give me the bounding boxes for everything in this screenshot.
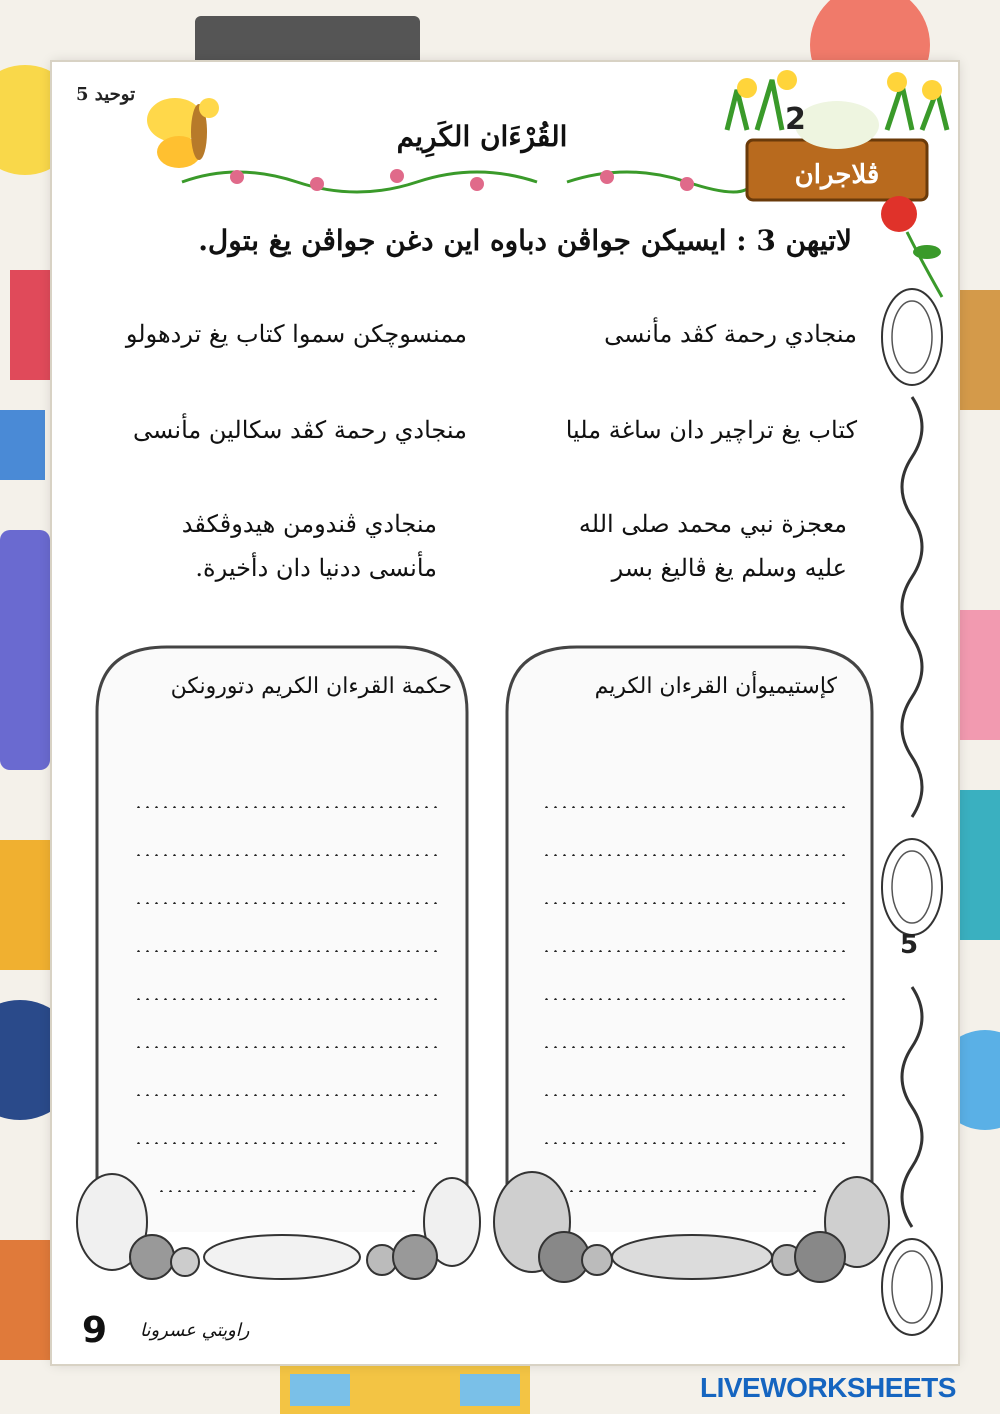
word-option-5[interactable]: معجزة نبي محمد صلى الله عليه وسلم يغ ڤاليغ بسر xyxy=(578,510,847,582)
answer-line[interactable] xyxy=(542,806,847,808)
lesson-number: 2 xyxy=(785,102,806,137)
word-option-3[interactable]: كتاب يغ تراچير دان ساغة مليا xyxy=(565,416,857,444)
word-option-4[interactable]: منجادي رحمة كڤد سكالين مأنسى xyxy=(133,416,467,444)
answer-line[interactable] xyxy=(134,902,439,904)
calligraphy-border xyxy=(877,287,947,1387)
answer-line[interactable] xyxy=(134,998,439,1000)
answer-line[interactable] xyxy=(567,1190,822,1192)
lesson-label: ڤلاجران xyxy=(794,160,880,190)
answer-line[interactable] xyxy=(542,902,847,904)
word-option-1[interactable]: منجادي رحمة كڤد مأنسى xyxy=(604,320,857,348)
answer-line[interactable] xyxy=(542,998,847,1000)
answer-line[interactable] xyxy=(134,1142,439,1144)
word-option-6[interactable]: منجادي ڤندومن هيدوڤكڤد مأنسى ددنيا دان دأخيرة. xyxy=(181,510,437,582)
side-border-number: 5 xyxy=(900,930,919,960)
answer-line[interactable] xyxy=(134,950,439,952)
box-title-features: كإستيميوأن القرءان الكريم xyxy=(594,674,837,699)
answer-line[interactable] xyxy=(542,854,847,856)
page-title: القُرْءَان الكَرِيم xyxy=(396,120,568,153)
answer-line[interactable] xyxy=(542,1046,847,1048)
instruction-text: لاتيهن 3 : ايسيكن جواڤن دباوه اين دغن جواڤن يغ بتول. xyxy=(198,224,852,257)
page-number: 9 xyxy=(82,1310,108,1351)
answer-line[interactable] xyxy=(134,1046,439,1048)
unit-label: توحيد 5 xyxy=(76,84,136,105)
answer-line[interactable] xyxy=(134,854,439,856)
answer-box-frames xyxy=(52,632,958,1292)
box-title-wisdom: حكمة القرءان الكريم دتورونكن xyxy=(170,674,452,699)
word-option-2[interactable]: ممنسوچکن سموا كتاب يغ تردهولو xyxy=(125,320,467,348)
answer-line[interactable] xyxy=(157,1190,417,1192)
author-name: راويتي عسرونا xyxy=(140,1320,250,1341)
floral-divider-icon xyxy=(177,162,757,202)
worksheet-page xyxy=(52,62,958,1364)
answer-line[interactable] xyxy=(134,806,439,808)
answer-line[interactable] xyxy=(542,1142,847,1144)
rose-icon xyxy=(867,192,947,302)
answer-line[interactable] xyxy=(542,1094,847,1096)
answer-line[interactable] xyxy=(542,950,847,952)
watermark-logo: LIVEWORKSHEETS xyxy=(700,1372,956,1403)
answer-line[interactable] xyxy=(134,1094,439,1096)
